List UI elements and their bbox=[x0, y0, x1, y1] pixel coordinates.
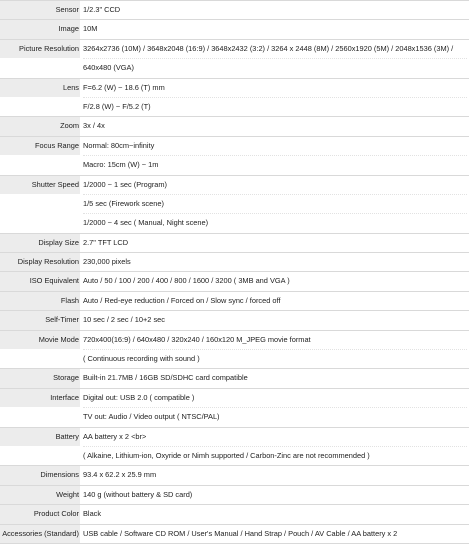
spec-value bbox=[81, 486, 469, 504]
spec-label: Display Resolution bbox=[0, 253, 81, 271]
spec-label: Dimensions bbox=[0, 466, 81, 484]
spec-value bbox=[81, 505, 469, 523]
spec-value-line: Digital out: USB 2.0 ( compatible ) bbox=[83, 392, 195, 402]
spec-row bbox=[0, 137, 469, 176]
spec-value bbox=[81, 253, 469, 271]
spec-label: Movie Mode bbox=[0, 331, 81, 349]
spec-label: ISO Equivalent bbox=[0, 272, 81, 290]
spec-label: Weight bbox=[0, 486, 81, 504]
spec-value bbox=[81, 79, 469, 117]
spec-row bbox=[0, 117, 469, 136]
spec-value bbox=[81, 311, 469, 329]
spec-label: Image bbox=[0, 20, 81, 38]
spec-label: Picture Resolution bbox=[0, 40, 81, 58]
spec-value bbox=[81, 40, 469, 78]
spec-value bbox=[81, 331, 469, 369]
spec-value-line: Auto / Red-eye reduction / Forced on / Slow sync / forced off bbox=[83, 295, 281, 305]
spec-value bbox=[81, 369, 469, 387]
spec-label: Interface bbox=[0, 389, 81, 407]
spec-row bbox=[0, 525, 469, 544]
spec-value-line: AA battery x 2 <br> bbox=[83, 431, 147, 441]
spec-label: Shutter Speed bbox=[0, 176, 81, 194]
spec-row bbox=[0, 466, 469, 485]
spec-value-line: 230,000 pixels bbox=[83, 257, 131, 267]
spec-value-line: 720x400(16:9) / 640x480 / 320x240 / 160x120 M_JPEG movie format bbox=[83, 334, 311, 344]
spec-row bbox=[0, 486, 469, 505]
spec-label: Zoom bbox=[0, 117, 81, 135]
spec-row bbox=[0, 331, 469, 370]
spec-value-line: TV out: Audio / Video output ( NTSC/PAL) bbox=[83, 407, 467, 426]
spec-value-line: 3x / 4x bbox=[83, 121, 105, 131]
spec-value bbox=[81, 272, 469, 290]
spec-row bbox=[0, 389, 469, 428]
spec-value-line: F/2.8 (W) ~ F/5.2 (T) bbox=[83, 97, 467, 116]
spec-value-line: Macro: 15cm (W) ~ 1m bbox=[83, 155, 467, 174]
spec-row bbox=[0, 40, 469, 79]
spec-value bbox=[81, 466, 469, 484]
spec-row bbox=[0, 20, 469, 39]
spec-row bbox=[0, 369, 469, 388]
spec-value bbox=[81, 1, 469, 19]
spec-value-line: 640x480 (VGA) bbox=[83, 58, 467, 77]
spec-row bbox=[0, 505, 469, 524]
spec-label: Focus Range bbox=[0, 137, 81, 155]
spec-value-line: 1/2000 ~ 4 sec ( Manual, Night scene) bbox=[83, 213, 467, 232]
spec-value bbox=[81, 428, 469, 466]
spec-row bbox=[0, 79, 469, 118]
spec-value-line: Black bbox=[83, 509, 102, 519]
spec-value-line: Normal: 80cm~infinity bbox=[83, 140, 155, 150]
spec-value-line: 140 g (without battery & SD card) bbox=[83, 489, 193, 499]
spec-value bbox=[81, 389, 469, 427]
spec-label: Product Color bbox=[0, 505, 81, 523]
spec-row bbox=[0, 311, 469, 330]
spec-value-line: ( Continuous recording with sound ) bbox=[83, 349, 467, 368]
spec-row bbox=[0, 253, 469, 272]
spec-value bbox=[81, 234, 469, 252]
spec-value bbox=[81, 292, 469, 310]
spec-label: Lens bbox=[0, 79, 81, 97]
spec-value bbox=[81, 137, 469, 175]
spec-value-line: ( Alkaine, Lithium-ion, Oxyride or Nimh supported / Carbon-Zinc are not recommended ) bbox=[83, 446, 467, 465]
spec-value-line: Built-in 21.7MB / 16GB SD/SDHC card compatible bbox=[83, 373, 248, 383]
spec-label: Accessories (Standard) bbox=[0, 525, 81, 543]
spec-row bbox=[0, 292, 469, 311]
spec-row bbox=[0, 176, 469, 234]
spec-value-line: 10M bbox=[83, 24, 98, 34]
spec-row bbox=[0, 234, 469, 253]
spec-label: Display Size bbox=[0, 234, 81, 252]
spec-value bbox=[81, 117, 469, 135]
spec-value-line: Auto / 50 / 100 / 200 / 400 / 800 / 1600 / 3200 ( 3MB and VGA ) bbox=[83, 276, 290, 286]
spec-label: Flash bbox=[0, 292, 81, 310]
spec-value-line: 2.7" TFT LCD bbox=[83, 237, 129, 247]
spec-row bbox=[0, 272, 469, 291]
spec-label: Battery bbox=[0, 428, 81, 446]
spec-label: Sensor bbox=[0, 1, 81, 19]
spec-value-line: 10 sec / 2 sec / 10+2 sec bbox=[83, 315, 165, 325]
spec-value bbox=[81, 525, 469, 543]
spec-value-line: F=6.2 (W) ~ 18.6 (T) mm bbox=[83, 82, 165, 92]
spec-value-line: 1/5 sec (Firework scene) bbox=[83, 194, 467, 213]
spec-value-line: USB cable / Software CD ROM / User's Manual / Hand Strap / Pouch / AV Cable / AA battery x 2 bbox=[83, 528, 398, 538]
spec-row bbox=[0, 428, 469, 467]
spec-value-line: 3264x2736 (10M) / 3648x2048 (16:9) / 3648x2432 (3:2) / 3264 x 2448 (8M) / 2560x1920 (5M) / 2048x1536 (3M) / bbox=[83, 43, 454, 53]
spec-value bbox=[81, 20, 469, 38]
spec-value bbox=[81, 176, 469, 233]
spec-value-line: 1/2000 ~ 1 sec (Program) bbox=[83, 179, 168, 189]
spec-value-line: 1/2.3" CCD bbox=[83, 5, 121, 14]
spec-value-line: 93.4 x 62.2 x 25.9 mm bbox=[83, 470, 157, 480]
spec-label: Storage bbox=[0, 369, 81, 387]
spec-row bbox=[0, 1, 469, 20]
spec-label: Self-Timer bbox=[0, 311, 81, 329]
